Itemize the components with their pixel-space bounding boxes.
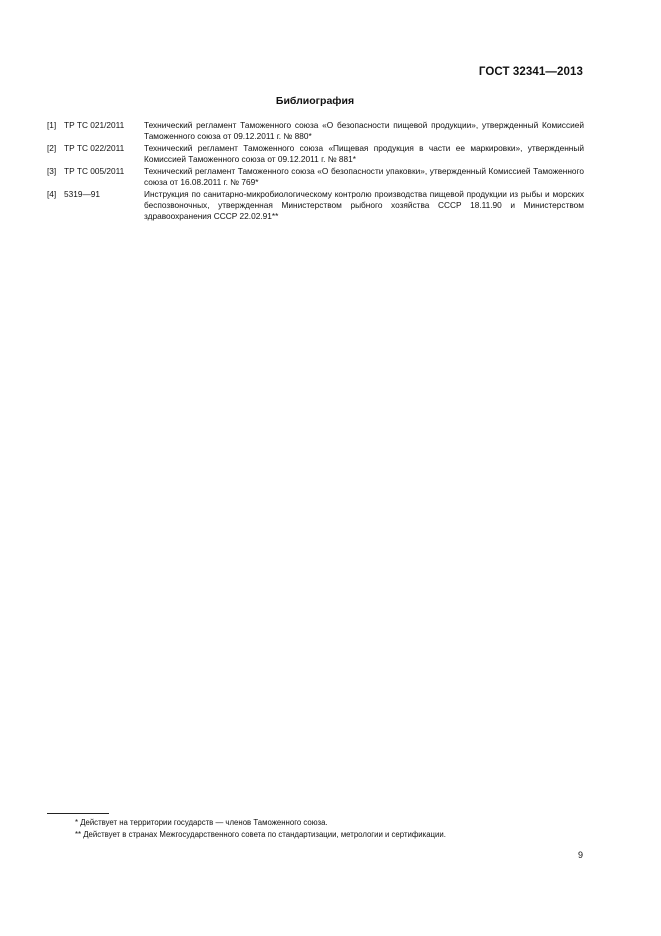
footnote: ** Действует в странах Межгосударственного совета по стандартизации, метрологии и сертификации. xyxy=(75,830,446,839)
entry-text: Технический регламент Таможенного союза «О безопасности упаковки», утвержденный Комиссией Таможенного союза от 16.08.2011 г. № 769* xyxy=(144,166,584,187)
bibliography-entry xyxy=(47,120,584,142)
bibliography-entry xyxy=(47,143,584,165)
entry-code: 5319—91 xyxy=(64,189,100,199)
entry-number: [3] xyxy=(47,166,57,176)
standard-code: ГОСТ 32341—2013 xyxy=(478,66,583,78)
entry-code: ТР ТС 021/2011 xyxy=(64,120,125,130)
entry-code: ТР ТС 005/2011 xyxy=(64,166,125,176)
entry-number: [1] xyxy=(47,120,57,130)
footnote: * Действует на территории государств — членов Таможенного союза. xyxy=(75,818,328,827)
entry-text: Технический регламент Таможенного союза «Пищевая продукция в части ее маркировки», утвержденный Комиссией Таможенного союза от 09.12.2011 г. № 881* xyxy=(144,143,584,164)
entry-text: Технический регламент Таможенного союза «О безопасности пищевой продукции», утвержденный Комиссией Таможенного союза от 09.12.2011 г. № 880* xyxy=(144,120,584,141)
entry-number: [4] xyxy=(47,189,57,199)
footnote-divider xyxy=(47,813,109,814)
bibliography-entry xyxy=(47,189,584,222)
bibliography-list xyxy=(47,120,584,223)
bibliography-title: Библиография xyxy=(275,95,355,107)
footnotes xyxy=(75,817,446,841)
entry-number: [2] xyxy=(47,143,57,153)
entry-code: ТР ТС 022/2011 xyxy=(64,143,125,153)
entry-text: Инструкция по санитарно-микробиологическому контролю производства пищевой продукции из рыбы и морских беспозвоночных, утвержденная Министерством рыбного хозяйства СССР 18.11.90 и Министерством здравоохранения СССР 22.02.91** xyxy=(144,189,584,221)
bibliography-entry xyxy=(47,166,584,188)
page-number: 9 xyxy=(577,850,583,860)
